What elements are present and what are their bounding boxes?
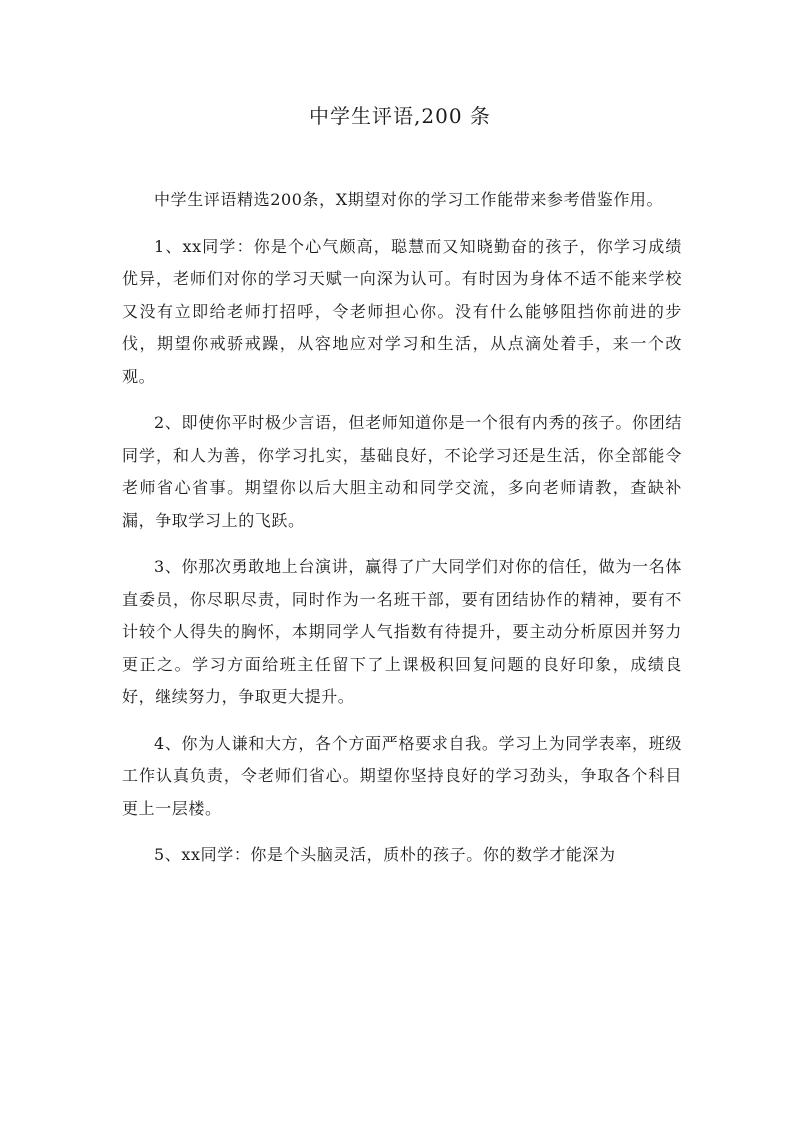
document-title: 中学生评语,200 条 — [309, 104, 491, 128]
comment-paragraph-3: 3、你那次勇敢地上台演讲，赢得了广大同学们对你的信任，做为一名体直委员，你尽职尽责，同时作为一名班干部，要有团结协作的精神，要有不计较个人得失的胸怀，本期同学人气指数有待提升，要主动分析原因并努力更正之。学习方面给班主任留下了上课极积回复问题的良好印象，成绩良好，继续努力，争取更大提升。 — [122, 557, 682, 706]
document-body — [122, 184, 682, 886]
intro-paragraph: 中学生评语精选200条，X期望对你的学习工作能带来参考借鉴作用。 — [154, 190, 664, 209]
comment-paragraph-1: 1、xx同学：你是个心气颇高，聪慧而又知晓勤奋的孩子，你学习成绩优异，老师们对你的学习天赋一向深为认可。有时因为身体不适不能来学校又没有立即给老师打招呼，令老师担心你。没有什么能够阻挡你前进的步伐，期望你戒骄戒躁，从容地应对学习和生活，从点滴处着手，来一个改观。 — [122, 236, 682, 386]
comment-paragraph-4: 4、你为人谦和大方，各个方面严格要求自我。学习上为同学表率，班级工作认真负责，令老师们省心。期望你坚持良好的学习劲头，争取各个科目更上一层楼。 — [122, 733, 682, 818]
comment-paragraph-5: 5、xx同学：你是个头脑灵活，质朴的孩子。你的数学才能深为 — [154, 845, 616, 864]
comment-paragraph-2: 2、即使你平时极少言语，但老师知道你是一个很有内秀的孩子。你团结同学，和人为善，你学习扎实，基础良好，不论学习还是生活，你全部能令老师省心省事。期望你以后大胆主动和同学交流，多向老师请教，查缺补漏，争取学习上的飞跃。 — [122, 413, 682, 530]
